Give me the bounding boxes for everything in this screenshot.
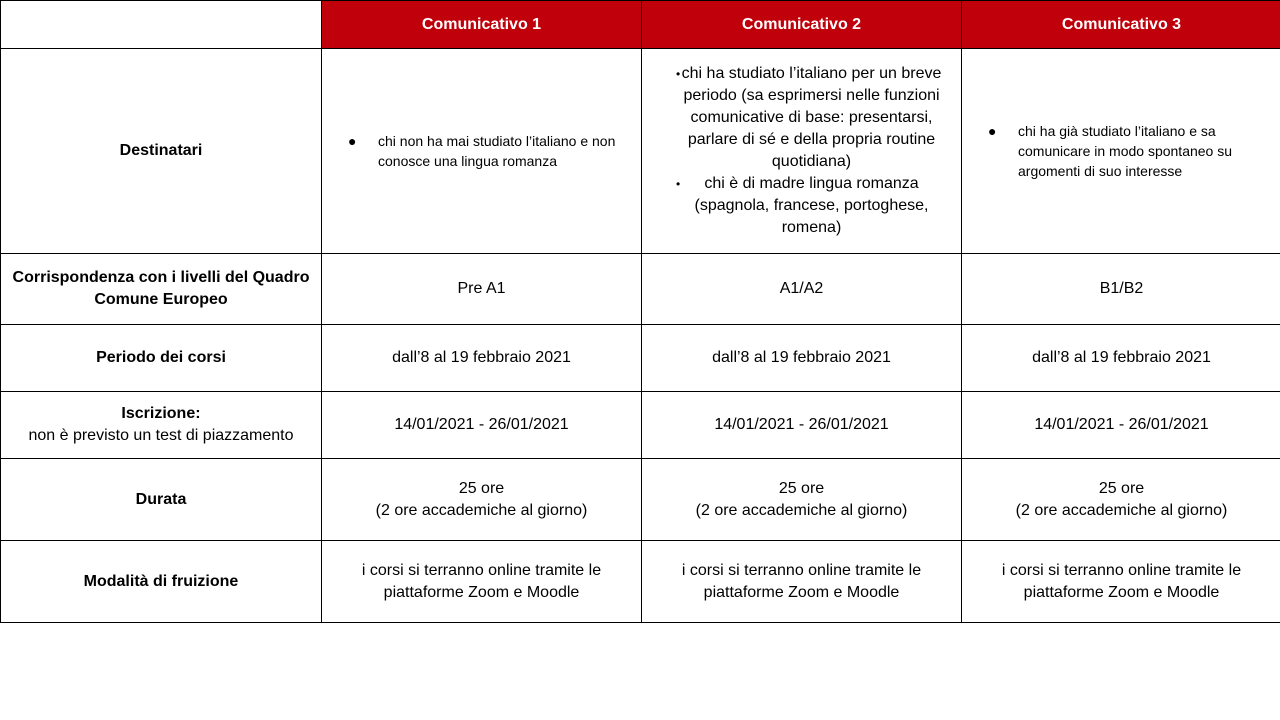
durata-detail: (2 ore accademiche al giorno): [1015, 501, 1228, 519]
row-destinatari: [1, 49, 1280, 254]
list-item-text: chi ha studiato l’italiano per un breve periodo (sa esprimersi nelle funzioni comunicative di base: presentarsi, parlare di sé e della propria routine quotidiana): [681, 65, 942, 170]
modalita-cell-2: [642, 541, 962, 623]
row-iscrizione: [1, 392, 1280, 459]
header-row: [1, 1, 1280, 49]
livello-cell-1: Pre A1: [322, 254, 642, 325]
periodo-cell-3: dall’8 al 19 febbraio 2021: [962, 325, 1280, 392]
row-durata: [1, 459, 1280, 541]
course-header-2: [642, 1, 962, 49]
iscrizione-note: non è previsto un test di piazzamento: [28, 427, 294, 444]
durata-detail: (2 ore accademiche al giorno): [375, 501, 588, 519]
list-item: [330, 131, 633, 171]
destinatari-cell-1: [322, 49, 642, 254]
list-item-text: chi non ha mai studiato l’italiano e non conosce una lingua romanza: [378, 133, 616, 169]
course-title: Comunicativo 3: [1061, 15, 1182, 33]
bullet-icon: •: [676, 177, 681, 191]
list-item: [650, 173, 953, 239]
modalita-line: piattaforme Zoom e Moodle: [703, 583, 900, 601]
list-item: [650, 63, 953, 173]
durata-cell-1: [322, 459, 642, 541]
livello-cell-3: B1/B2: [962, 254, 1280, 325]
bullet-icon: •: [676, 67, 681, 81]
modalita-line: i corsi si terranno online tramite le: [1001, 561, 1242, 579]
destinatari-cell-3: [962, 49, 1280, 254]
destinatari-list: [650, 63, 953, 239]
periodo-cell-1: dall’8 al 19 febbraio 2021: [322, 325, 642, 392]
durata-hours: 25 ore: [458, 479, 505, 497]
durata-hours: 25 ore: [1098, 479, 1145, 497]
destinatari-list: [330, 131, 633, 171]
row-modalita: [1, 541, 1280, 623]
list-item: [970, 121, 1273, 181]
durata-detail: (2 ore accademiche al giorno): [695, 501, 908, 519]
modalita-line: i corsi si terranno online tramite le: [361, 561, 602, 579]
modalita-line: i corsi si terranno online tramite le: [681, 561, 922, 579]
iscrizione-cell-1: 14/01/2021 - 26/01/2021: [322, 392, 642, 459]
iscrizione-cell-3: 14/01/2021 - 26/01/2021: [962, 392, 1280, 459]
periodo-cell-2: dall’8 al 19 febbraio 2021: [642, 325, 962, 392]
modalita-line: piattaforme Zoom e Moodle: [383, 583, 580, 601]
row-label-destinatari: Destinatari: [1, 49, 322, 254]
modalita-cell-1: [322, 541, 642, 623]
bullet-icon: ●: [988, 123, 997, 139]
durata-cell-3: [962, 459, 1280, 541]
livello-cell-2: A1/A2: [642, 254, 962, 325]
destinatari-cell-2: [642, 49, 962, 254]
corner-cell: [1, 1, 322, 49]
iscrizione-cell-2: 14/01/2021 - 26/01/2021: [642, 392, 962, 459]
durata-cell-2: [642, 459, 962, 541]
modalita-line: piattaforme Zoom e Moodle: [1023, 583, 1220, 601]
course-header-1: [322, 1, 642, 49]
course-title: Comunicativo 1: [421, 15, 542, 33]
bullet-icon: ●: [348, 133, 357, 149]
row-corrispondenza: [1, 254, 1280, 325]
row-label-modalita: Modalità di fruizione: [1, 541, 322, 623]
row-label-durata: Durata: [1, 459, 322, 541]
modalita-cell-3: [962, 541, 1280, 623]
row-label-periodo: Periodo dei corsi: [1, 325, 322, 392]
durata-hours: 25 ore: [778, 479, 825, 497]
list-item-text: chi è di madre lingua romanza (spagnola, francese, portoghese, romena): [694, 175, 929, 236]
row-label-iscrizione: [1, 392, 322, 459]
list-item-text: chi ha già studiato l’italiano e sa comunicare in modo spontaneo su argomenti di suo interesse: [1018, 123, 1233, 179]
course-title: Comunicativo 2: [741, 15, 862, 33]
row-periodo: [1, 325, 1280, 392]
course-header-3: [962, 1, 1280, 49]
destinatari-list: [970, 121, 1273, 181]
row-label-corrispondenza: Corrispondenza con i livelli del Quadro Comune Europeo: [1, 254, 322, 325]
iscrizione-title: Iscrizione:: [121, 405, 201, 422]
